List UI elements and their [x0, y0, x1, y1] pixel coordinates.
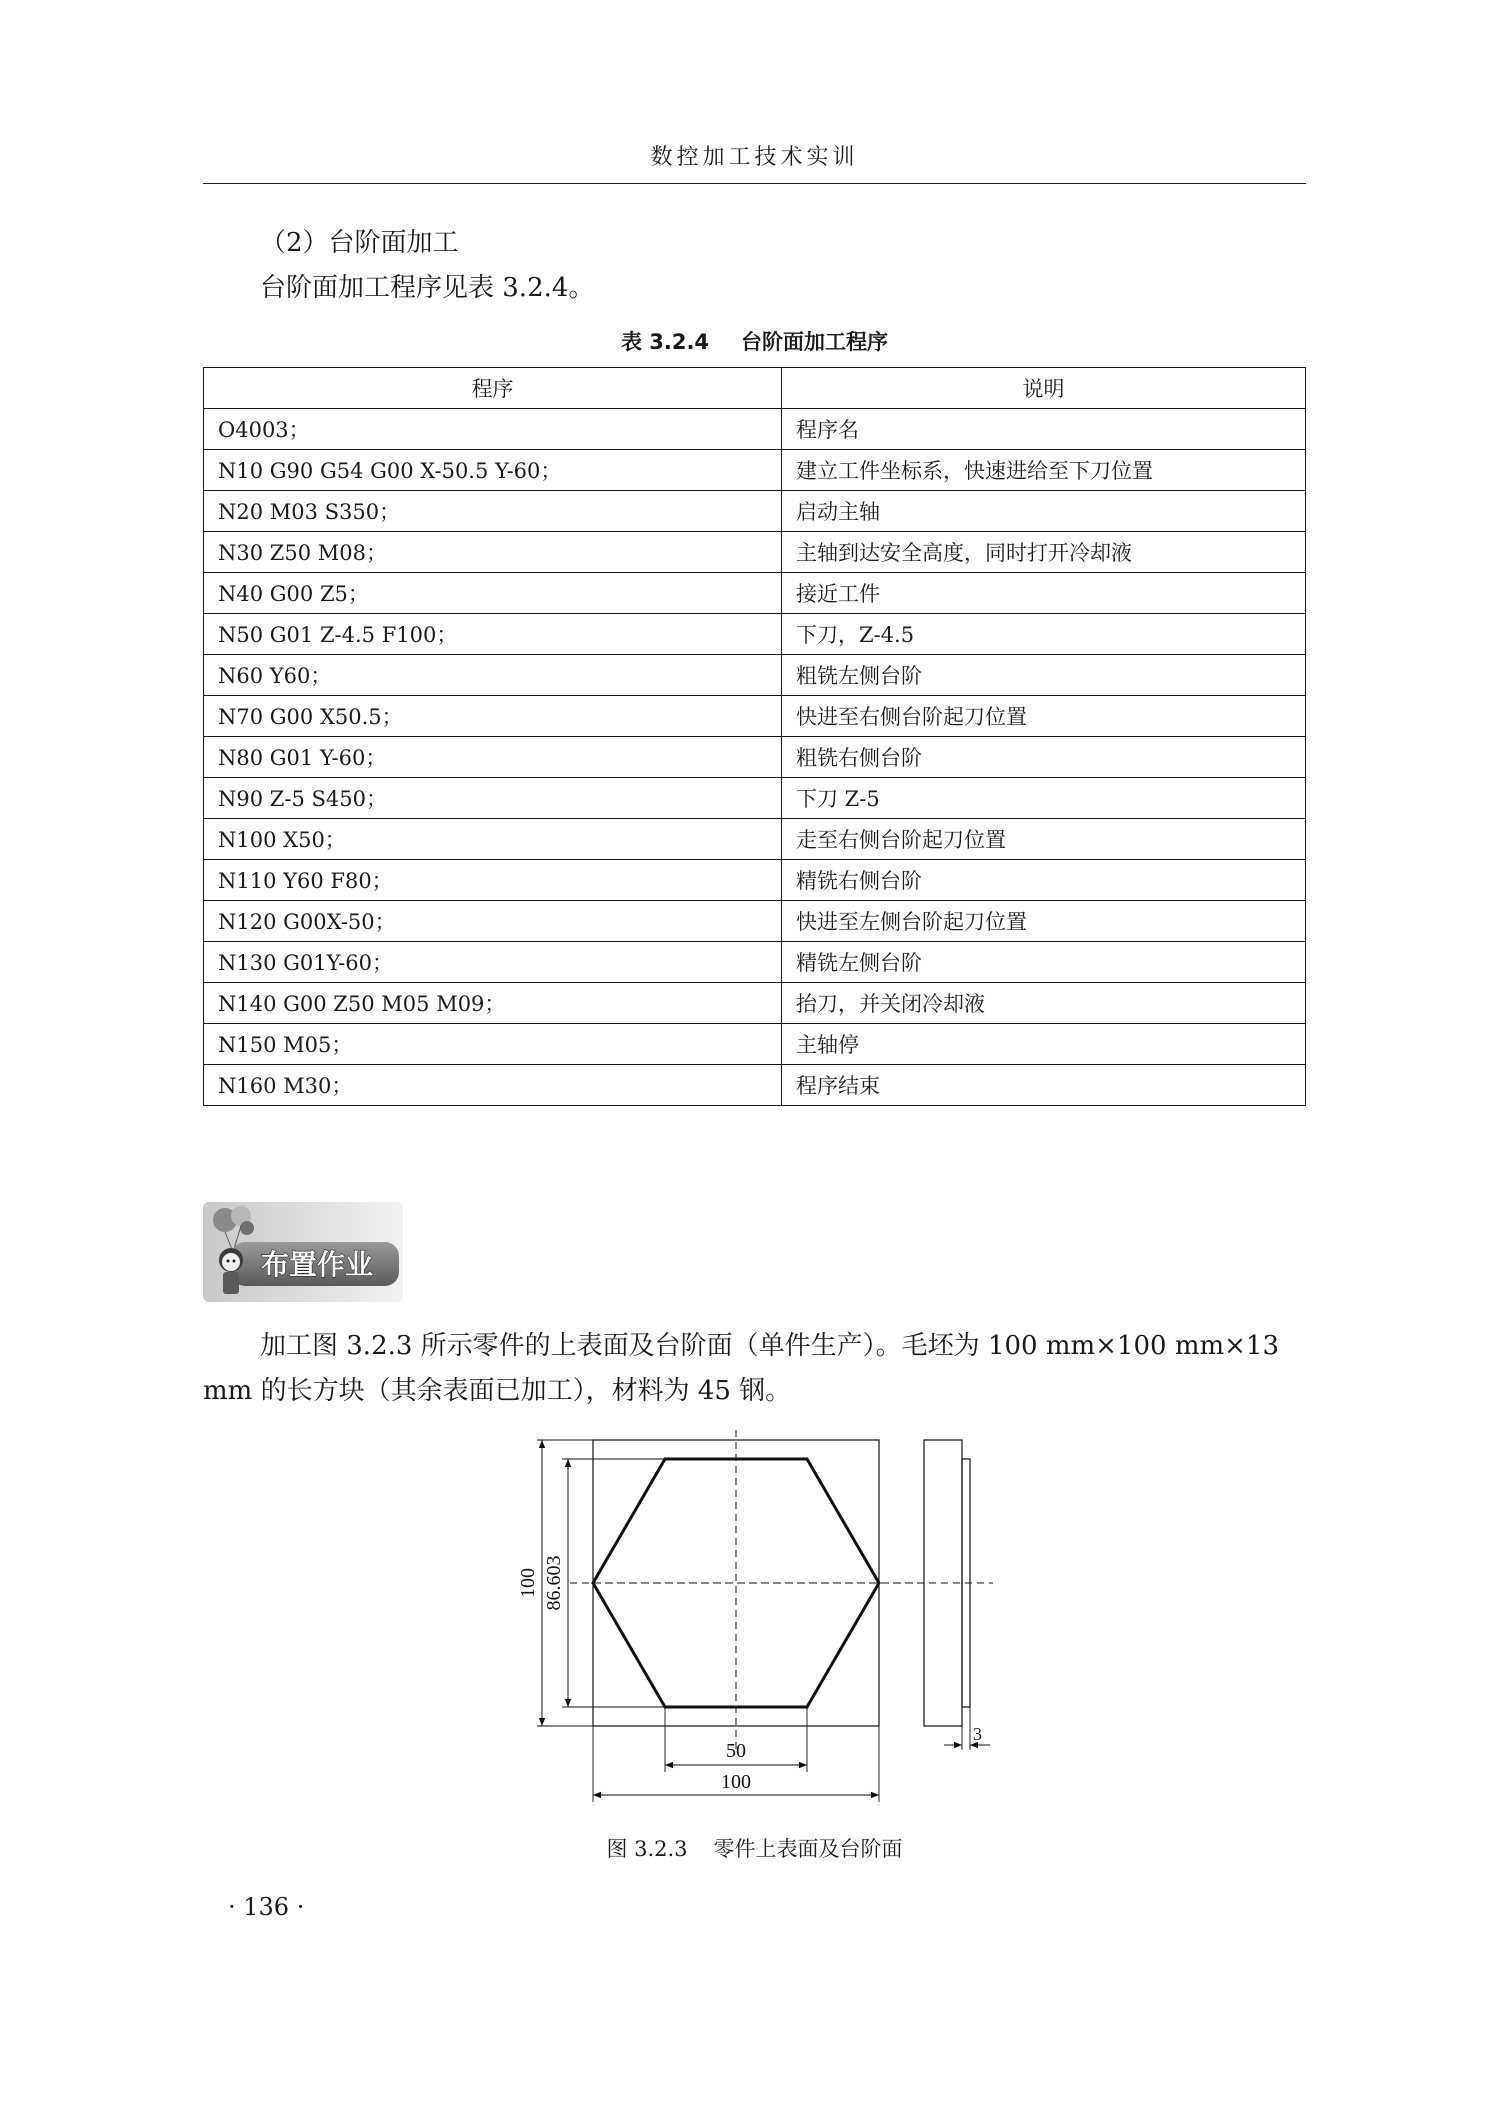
- program-table: [203, 367, 1306, 1106]
- program-cell: N160 M30；: [204, 1065, 782, 1106]
- homework-text-line1: 加工图 3.2.3 所示零件的上表面及台阶面（单件生产）。毛坯为 100 mm×100 mm×13: [260, 1331, 1280, 1361]
- table-row: [204, 1024, 1306, 1065]
- dim-label-height-hex: 86.603: [543, 1555, 565, 1611]
- description-cell: 粗铣右侧台阶: [782, 737, 1306, 778]
- table-row: [204, 901, 1306, 942]
- figure-caption-number: 图 3.2.3: [606, 1837, 688, 1861]
- program-cell: N30 Z50 M08；: [204, 532, 782, 573]
- homework-badge-label: 布置作业: [260, 1248, 374, 1281]
- table-row: [204, 778, 1306, 819]
- description-cell: 下刀，Z-4.5: [782, 614, 1306, 655]
- homework-text-line2: mm 的长方块（其余表面已加工），材料为 45 钢。: [203, 1376, 792, 1406]
- program-cell: N70 G00 X50.5；: [204, 696, 782, 737]
- program-cell: N80 G01 Y-60；: [204, 737, 782, 778]
- dim-label-width-outer: 100: [721, 1771, 751, 1793]
- dim-label-width-flat: 50: [726, 1740, 746, 1762]
- program-cell: N40 G00 Z5；: [204, 573, 782, 614]
- column-header-program: 程序: [204, 368, 782, 409]
- program-cell: N20 M03 S350；: [204, 491, 782, 532]
- table-header-row: [204, 368, 1306, 409]
- table-row: [204, 409, 1306, 450]
- figure-caption-title: 零件上表面及台阶面: [713, 1837, 903, 1861]
- program-cell: N150 M05；: [204, 1024, 782, 1065]
- program-cell: N130 G01Y-60；: [204, 942, 782, 983]
- description-cell: 接近工件: [782, 573, 1306, 614]
- program-cell: N110 Y60 F80；: [204, 860, 782, 901]
- description-cell: 建立工件坐标系，快速进给至下刀位置: [782, 450, 1306, 491]
- description-cell: 精铣右侧台阶: [782, 860, 1306, 901]
- description-cell: 程序名: [782, 409, 1306, 450]
- page-number: · 136 ·: [228, 1893, 305, 1921]
- table-row: [204, 860, 1306, 901]
- program-cell: N120 G00X-50；: [204, 901, 782, 942]
- description-cell: 下刀 Z-5: [782, 778, 1306, 819]
- table-row: [204, 737, 1306, 778]
- table-row: [204, 573, 1306, 614]
- part-drawing: [500, 1430, 1010, 1820]
- table-row: [204, 450, 1306, 491]
- homework-badge: [203, 1202, 403, 1302]
- description-cell: 走至右侧台阶起刀位置: [782, 819, 1306, 860]
- description-cell: 主轴到达安全高度，同时打开冷却液: [782, 532, 1306, 573]
- description-cell: 抬刀，并关闭冷却液: [782, 983, 1306, 1024]
- table-row: [204, 1065, 1306, 1106]
- dim-label-height-outer: 100: [517, 1568, 539, 1598]
- table-row: [204, 942, 1306, 983]
- section-intro: 台阶面加工程序见表 3.2.4。: [260, 273, 595, 303]
- program-cell: N90 Z-5 S450；: [204, 778, 782, 819]
- table-row: [204, 655, 1306, 696]
- description-cell: 主轴停: [782, 1024, 1306, 1065]
- header-rule: [203, 183, 1306, 184]
- dim-label-step: 3: [973, 1724, 982, 1744]
- description-cell: 粗铣左侧台阶: [782, 655, 1306, 696]
- program-cell: N10 G90 G54 G00 X-50.5 Y-60；: [204, 450, 782, 491]
- description-cell: 快进至右侧台阶起刀位置: [782, 696, 1306, 737]
- table-row: [204, 532, 1306, 573]
- description-cell: 精铣左侧台阶: [782, 942, 1306, 983]
- section-heading: （2）台阶面加工: [260, 228, 459, 258]
- program-cell: N50 G01 Z-4.5 F100；: [204, 614, 782, 655]
- table-caption-title: 台阶面加工程序: [741, 330, 889, 354]
- table-row: [204, 983, 1306, 1024]
- table-row: [204, 696, 1306, 737]
- program-cell: O4003；: [204, 409, 782, 450]
- description-cell: 快进至左侧台阶起刀位置: [782, 901, 1306, 942]
- table-row: [204, 491, 1306, 532]
- table-row: [204, 819, 1306, 860]
- table-caption: [203, 326, 1306, 356]
- running-header: 数控加工技术实训: [650, 145, 859, 170]
- program-cell: N100 X50；: [204, 819, 782, 860]
- table-body: [204, 409, 1306, 1106]
- description-cell: 程序结束: [782, 1065, 1306, 1106]
- program-cell: N60 Y60；: [204, 655, 782, 696]
- figure-caption: [203, 1833, 1306, 1863]
- column-header-description: 说明: [782, 368, 1306, 409]
- description-cell: 启动主轴: [782, 491, 1306, 532]
- table-row: [204, 614, 1306, 655]
- program-cell: N140 G00 Z50 M05 M09；: [204, 983, 782, 1024]
- table-caption-number: 表 3.2.4: [620, 330, 710, 354]
